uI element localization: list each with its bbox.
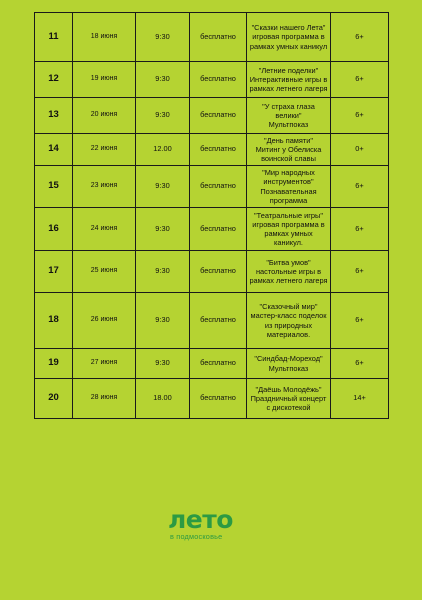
event-date: 23 июня — [73, 166, 136, 208]
event-age-rating: 14+ — [331, 379, 389, 419]
event-description — [247, 134, 331, 166]
event-number: 19 — [35, 349, 73, 379]
event-description — [247, 379, 331, 419]
event-price: бесплатно — [190, 166, 247, 208]
event-price: бесплатно — [190, 293, 247, 349]
event-details: Мультпоказ — [268, 120, 309, 130]
event-row — [35, 166, 389, 208]
event-age-rating: 6+ — [331, 293, 389, 349]
event-price: бесплатно — [190, 251, 247, 293]
event-date: 19 июня — [73, 62, 136, 98]
event-age-rating: 6+ — [331, 13, 389, 62]
event-number: 16 — [35, 208, 73, 251]
event-row — [35, 13, 389, 62]
leto-logo — [168, 505, 233, 541]
event-age-rating: 0+ — [331, 134, 389, 166]
event-age-rating: 6+ — [331, 208, 389, 251]
event-row — [35, 349, 389, 379]
event-date: 20 июня — [73, 98, 136, 134]
event-date: 18 июня — [73, 13, 136, 62]
event-row — [35, 62, 389, 98]
event-title: "Сказки нашего Лета" — [251, 23, 326, 33]
event-title: "Театральные игры" — [254, 210, 323, 220]
event-details: Познавательная программа — [260, 186, 317, 205]
event-details: Праздничный концерт с дискотекой — [250, 393, 327, 413]
event-details: мастер-класс поделок из природных материалов. — [250, 311, 327, 339]
event-details: игровая программа в рамках умных каникул — [249, 32, 328, 51]
event-time: 9:30 — [136, 349, 190, 379]
event-number: 12 — [35, 62, 73, 98]
event-title: "Мир народных инструментов" — [262, 168, 315, 187]
event-number: 15 — [35, 166, 73, 208]
event-description — [247, 208, 331, 251]
event-description — [247, 166, 331, 208]
event-description — [247, 13, 331, 62]
event-description — [247, 251, 331, 293]
event-date: 27 июня — [73, 349, 136, 379]
logo-subtitle: в подмосковье — [170, 532, 223, 541]
event-date: 25 июня — [73, 251, 136, 293]
event-price: бесплатно — [190, 13, 247, 62]
event-price: бесплатно — [190, 98, 247, 134]
event-age-rating: 6+ — [331, 62, 389, 98]
event-row — [35, 98, 389, 134]
event-row — [35, 293, 389, 349]
event-date: 24 июня — [73, 208, 136, 251]
event-time: 9:30 — [136, 293, 190, 349]
event-age-rating: 6+ — [331, 98, 389, 134]
event-number: 14 — [35, 134, 73, 166]
event-time: 18.00 — [136, 379, 190, 419]
event-title: "Летние поделки" — [258, 65, 319, 75]
event-title: "У страха глаза велики" — [262, 101, 315, 120]
event-price: бесплатно — [190, 62, 247, 98]
event-description — [247, 349, 331, 379]
event-time: 9:30 — [136, 166, 190, 208]
event-description — [247, 293, 331, 349]
event-details: Митинг у Обелиска воинской славы — [255, 144, 322, 164]
event-time: 9:30 — [136, 251, 190, 293]
event-title: "Даёшь Молодёжь" — [255, 384, 322, 394]
event-number: 13 — [35, 98, 73, 134]
event-title: "Сказочный мир" — [259, 302, 318, 312]
event-title: "День памяти" — [263, 135, 314, 145]
event-title: "Синдбад-Мореход" — [254, 354, 323, 364]
event-details: настольные игры в рамках летнего лагеря — [249, 266, 328, 286]
event-price: бесплатно — [190, 134, 247, 166]
event-description — [247, 98, 331, 134]
events-table — [34, 12, 389, 419]
event-age-rating: 6+ — [331, 251, 389, 293]
event-date: 26 июня — [73, 293, 136, 349]
event-row — [35, 208, 389, 251]
event-number: 17 — [35, 251, 73, 293]
event-time: 12.00 — [136, 134, 190, 166]
logo-wordmark: лето — [168, 505, 233, 534]
event-details: игровая программа в рамках умных каникул. — [252, 219, 325, 248]
event-number: 18 — [35, 293, 73, 349]
event-time: 9:30 — [136, 208, 190, 251]
event-row — [35, 134, 389, 166]
event-price: бесплатно — [190, 379, 247, 419]
event-age-rating: 6+ — [331, 349, 389, 379]
event-price: бесплатно — [190, 208, 247, 251]
event-number: 11 — [35, 13, 73, 62]
event-number: 20 — [35, 379, 73, 419]
event-time: 9:30 — [136, 13, 190, 62]
events-table-body — [35, 13, 389, 419]
event-time: 9:30 — [136, 62, 190, 98]
event-details: Интерактивные игры в рамках летнего лагеря — [249, 74, 328, 94]
event-price: бесплатно — [190, 349, 247, 379]
event-row — [35, 251, 389, 293]
event-details: Мультпоказ — [268, 363, 309, 373]
event-age-rating: 6+ — [331, 166, 389, 208]
event-description — [247, 62, 331, 98]
event-date: 28 июня — [73, 379, 136, 419]
event-title: "Битва умов" — [266, 257, 311, 267]
event-date: 22 июня — [73, 134, 136, 166]
event-row — [35, 379, 389, 419]
event-time: 9:30 — [136, 98, 190, 134]
